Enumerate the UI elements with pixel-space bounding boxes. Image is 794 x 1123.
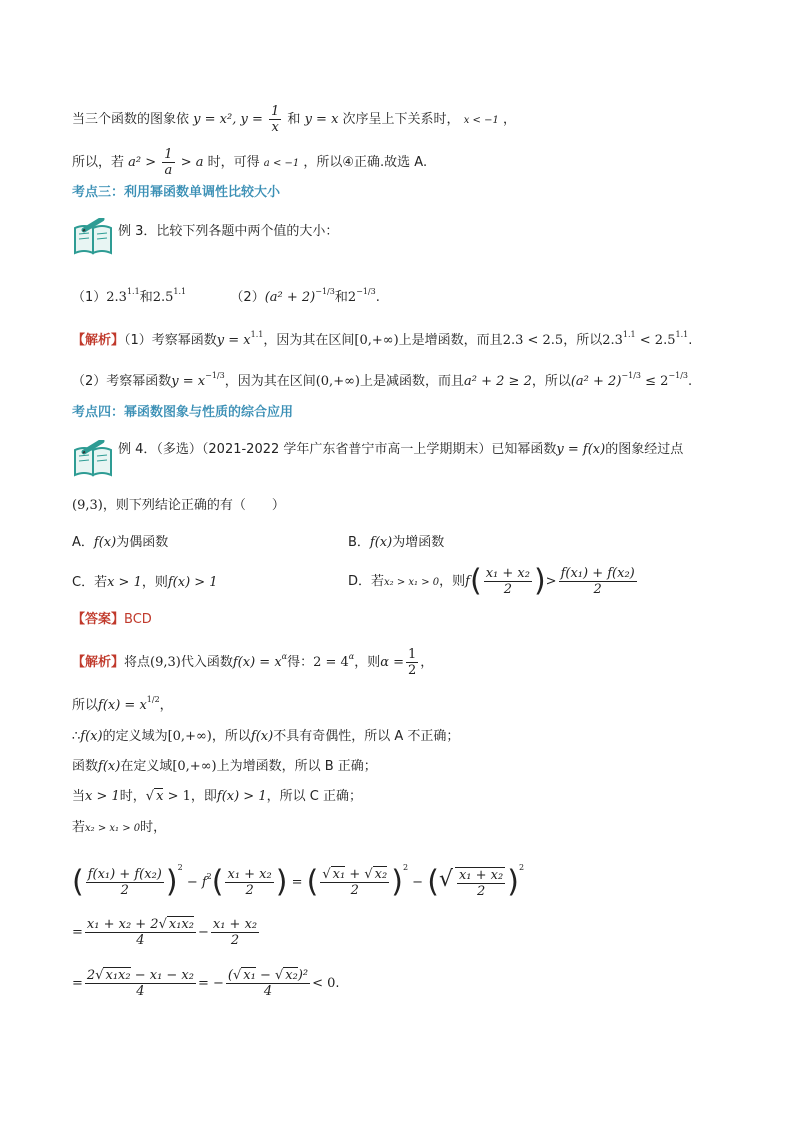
equation-1: ( $\frac{\text{f(x₁) + f(x₂)}}{2}$ )$^2 - f^2$( $\frac{\text{x₁ + x₂}}{2}$ ) = ( $\frac{\text{√ x₁ + √ x₂}}{2}$ )$^2$ − (√ $\frac{\text{x₁ + x₂}}{2}$ )$^2$ xyxy=(72,863,525,900)
text: 上是减函数，而且 xyxy=(360,374,465,389)
exponent: 1.1 xyxy=(126,287,140,296)
fraction xyxy=(211,917,259,948)
math: [0,+∞) xyxy=(172,759,217,774)
math: < 0 xyxy=(312,976,336,991)
numerator: x₁ + x₂ xyxy=(227,867,272,882)
text: ，所以④正确.故选 A. xyxy=(303,155,428,170)
fraction: $\frac{\text{(√ x₁ − √ x₂)²}}{4}$ xyxy=(227,968,309,999)
math: f(x) = x xyxy=(232,655,282,670)
math: 2.3 xyxy=(106,290,127,305)
item-label: （1） xyxy=(72,290,107,305)
text: 当 xyxy=(72,789,86,804)
denominator: 2 xyxy=(350,883,359,898)
denominator: 2 xyxy=(120,883,129,898)
denominator: 2 xyxy=(593,582,602,597)
text: 例 4．（多选）（2021-2022 学年广东省普宁市高一上学期期末）已知幂函数 xyxy=(118,442,557,457)
math: f(x) > 1 xyxy=(216,789,267,804)
book-icon xyxy=(72,218,116,256)
math: > a xyxy=(180,155,204,170)
para-2 xyxy=(72,147,427,178)
fraction: $\frac{\text{2√ x₁x₂ − x₁ − x₂}}{4}$ xyxy=(86,968,194,999)
numerator: x₁ + x₂ xyxy=(458,867,504,883)
text: （2）考察幂函数 xyxy=(72,374,172,389)
math: y = x xyxy=(304,112,339,127)
solution-4-line-4 xyxy=(72,757,377,777)
math: x > 1 xyxy=(107,575,142,590)
math: a² + 2 ≥ 2 xyxy=(464,374,532,389)
numerator: 1 xyxy=(164,147,173,162)
denominator: 2 xyxy=(245,883,254,898)
fraction xyxy=(455,867,505,899)
text: . xyxy=(688,333,693,348)
math: (9,3) xyxy=(150,655,181,670)
answer-line xyxy=(72,610,152,630)
text: 时， xyxy=(119,789,146,804)
solution-4-line-6 xyxy=(72,818,166,839)
math: (0,+∞) xyxy=(315,374,360,389)
text: 为增函数 xyxy=(392,535,445,550)
math: [0,+∞) xyxy=(354,333,399,348)
text: ，因为其在区间 xyxy=(224,374,316,389)
fraction xyxy=(162,147,174,178)
math: x₁x₂ xyxy=(168,917,194,932)
equation-2 xyxy=(72,917,261,948)
text: ，则 xyxy=(141,575,168,590)
math: (9,3) xyxy=(72,498,103,513)
math: − x₁ − x₂ xyxy=(130,968,194,983)
math: x < −1 xyxy=(463,115,499,126)
text: 代入函数 xyxy=(180,655,233,670)
denominator: 2 xyxy=(408,663,417,678)
answer-tag: 【答案】 xyxy=(72,612,125,627)
exponent: 1.1 xyxy=(250,330,264,339)
text: 和 xyxy=(334,290,348,305)
text: 当三个函数的图象依 xyxy=(72,112,190,127)
math: f(x) xyxy=(80,729,103,744)
math: f xyxy=(465,574,470,589)
math: x₁x₂ xyxy=(105,968,131,983)
solution-3-line-1 xyxy=(72,325,692,351)
math: > 1 xyxy=(163,789,191,804)
math: − f xyxy=(186,875,207,890)
item-label: （2） xyxy=(230,290,265,305)
text: . xyxy=(688,374,693,389)
math: 2.3 < 2.5 xyxy=(502,333,564,348)
math: + xyxy=(345,867,365,882)
math: − xyxy=(255,968,275,983)
text: ，即 xyxy=(190,789,217,804)
text: 在定义域 xyxy=(120,759,173,774)
text: 得： xyxy=(287,655,314,670)
text: ， xyxy=(420,655,434,670)
text: ，则 xyxy=(354,655,381,670)
fraction: $\frac{\text{x₁ + x₂ + 2√ x₁x₂}}{4}$ xyxy=(86,917,194,948)
solution-3-line-2 xyxy=(72,366,692,392)
text: 上为增函数，所以 B 正确； xyxy=(216,759,377,774)
exponent: −1/3 xyxy=(315,287,335,296)
text: 和 xyxy=(139,290,153,305)
equation-3 xyxy=(72,968,340,999)
math: a² > xyxy=(128,155,157,170)
math: x > 1 xyxy=(85,789,120,804)
math: x₁ xyxy=(243,968,256,983)
math: 2.3 xyxy=(602,333,623,348)
text: 上是增函数，而且 xyxy=(398,333,503,348)
math: 2 xyxy=(347,290,357,305)
option-d[interactable]: D．若x₂ > x₁ > 0，则f( $\frac{\text{x₁ + x₂}}{2}$ )> $\frac{\text{f(x₁) + f(x₂)}}{2}$ xyxy=(348,563,635,599)
denominator: 4 xyxy=(136,933,145,948)
text: 若 xyxy=(72,820,86,835)
math: − xyxy=(412,875,424,890)
numerator: f(x₁) + f(x₂) xyxy=(560,566,635,581)
math: = xyxy=(291,875,303,890)
solution-4-line-2 xyxy=(72,690,173,716)
numerator: 1 xyxy=(270,104,280,119)
numerator: x₁ + x₂ xyxy=(485,566,530,581)
math: f(x) xyxy=(250,729,274,744)
math: x₂ xyxy=(285,968,298,983)
solution-4-line-1 xyxy=(72,647,433,678)
math: = − xyxy=(197,976,224,991)
text: ∴ xyxy=(72,729,81,744)
exponent: −1/3 xyxy=(668,371,688,380)
text: 和 xyxy=(287,112,301,127)
math: x₁ xyxy=(332,867,346,882)
option-label: D．若 xyxy=(348,574,385,589)
option-b[interactable] xyxy=(348,533,444,553)
math: = xyxy=(72,976,83,991)
exponent: −1/3 xyxy=(621,371,641,380)
math: x₁ + x₂ + 2 xyxy=(86,917,159,932)
denominator: 4 xyxy=(136,984,145,999)
option-c[interactable] xyxy=(72,573,218,593)
math: (a² + 2) xyxy=(264,290,316,305)
option-a[interactable] xyxy=(72,533,168,553)
text: 的定义域为 xyxy=(102,729,168,744)
text: ，所以 xyxy=(211,729,251,744)
math: y = x², y = xyxy=(193,112,263,127)
text: ，则 xyxy=(439,574,466,589)
math: < 2.5 xyxy=(635,333,676,348)
exponent: 2 xyxy=(206,872,212,881)
exponent: 1.1 xyxy=(622,330,636,339)
exponent: α xyxy=(281,652,288,661)
exponent: α xyxy=(348,652,355,661)
example-4-line-2 xyxy=(72,496,285,516)
denominator: 2 xyxy=(503,582,512,597)
exponent: −1/3 xyxy=(356,287,376,296)
math: f(x) xyxy=(98,759,121,774)
text: 时，可得 xyxy=(207,155,260,170)
fraction xyxy=(559,566,637,597)
fraction xyxy=(225,867,273,898)
math: x₂ > x₁ > 0 xyxy=(384,577,440,588)
text: . xyxy=(335,976,340,991)
fraction xyxy=(269,104,281,135)
math: ≤ 2 xyxy=(640,374,669,389)
text: ，所以 xyxy=(531,374,571,389)
math: 2 = 4 xyxy=(313,655,349,670)
math: f(x) > 1 xyxy=(167,575,218,590)
text: 为偶函数 xyxy=(116,535,169,550)
text: ， xyxy=(159,698,173,713)
exponent: 1.1 xyxy=(173,287,187,296)
text: ，因为其在区间 xyxy=(263,333,355,348)
denominator: 4 xyxy=(263,984,273,999)
exponent: 1.1 xyxy=(675,330,689,339)
math: f(x) xyxy=(93,535,117,550)
text: 不具有奇偶性，所以 A 不正确； xyxy=(273,729,460,744)
example-3-title: 例 3．比较下列各题中两个值的大小： xyxy=(118,224,339,239)
exponent: 2 xyxy=(177,863,183,872)
denominator: 2 xyxy=(230,933,240,948)
solution-tag: 【解析】 xyxy=(72,333,125,348)
solution-tag: 【解析】 xyxy=(72,655,125,670)
text: ，所以 C 正确； xyxy=(266,789,362,804)
numerator: 1 xyxy=(408,647,417,662)
text: 函数 xyxy=(72,759,99,774)
math: y = x xyxy=(171,374,206,389)
math: y = f(x) xyxy=(556,442,606,457)
math: α = xyxy=(380,655,405,670)
exponent: −1/3 xyxy=(205,371,225,380)
exponent: 1/2 xyxy=(146,695,160,704)
text: ，则下列结论正确的有（ ） xyxy=(102,498,285,513)
text: ，所以 xyxy=(563,333,603,348)
text: ， xyxy=(502,112,516,127)
math: f(x) = x xyxy=(98,698,147,713)
math: 2 xyxy=(86,968,96,983)
text: 时， xyxy=(140,820,167,835)
math: (a² + 2) xyxy=(570,374,622,389)
option-label: A． xyxy=(72,535,94,550)
fraction xyxy=(86,867,164,898)
math: x xyxy=(156,789,164,804)
math: > xyxy=(545,574,557,589)
fraction xyxy=(406,647,418,678)
numerator: x₁ + x₂ xyxy=(212,917,258,932)
fraction xyxy=(484,566,532,597)
text: 所以，若 xyxy=(72,155,125,170)
book-icon xyxy=(72,440,116,478)
example-4-title xyxy=(118,440,683,460)
math: a < −1 xyxy=(263,158,300,169)
solution-4-line-3 xyxy=(72,727,459,747)
answer-value: BCD xyxy=(124,612,152,627)
text: . xyxy=(375,290,380,305)
math: x₂ xyxy=(374,867,388,882)
para-1 xyxy=(72,104,516,135)
text: 所以 xyxy=(72,698,99,713)
section-heading-kp3: 考点三：利用幂函数单调性比较大小 xyxy=(72,185,281,200)
fraction: $\frac{\text{√ x₁ + √ x₂}}{2}$ xyxy=(322,867,388,898)
denominator: x xyxy=(271,120,279,135)
example-3-items xyxy=(72,282,380,308)
math: [0,+∞) xyxy=(167,729,212,744)
section-heading-kp4: 考点四：幂函数图象与性质的综合应用 xyxy=(72,405,294,420)
denominator: 2 xyxy=(476,883,486,899)
math: x₂ > x₁ > 0 xyxy=(85,823,141,834)
denominator: a xyxy=(164,163,173,178)
text: （1）考察幂函数 xyxy=(124,333,217,348)
math: 2.5 xyxy=(152,290,174,305)
solution-4-line-5: 当x > 1时，√ x > 1，即f(x) > 1，所以 C 正确； xyxy=(72,789,362,804)
option-label: C．若 xyxy=(72,575,108,590)
math: f(x) xyxy=(369,535,393,550)
math: − xyxy=(197,925,209,940)
numerator: f(x₁) + f(x₂) xyxy=(87,867,162,882)
text: 的图象经过点 xyxy=(605,442,684,457)
option-label: B． xyxy=(348,535,370,550)
math: = xyxy=(72,925,83,940)
math: y = x xyxy=(216,333,251,348)
text: 将点 xyxy=(124,655,151,670)
text: 次序呈上下关系时， xyxy=(342,112,460,127)
